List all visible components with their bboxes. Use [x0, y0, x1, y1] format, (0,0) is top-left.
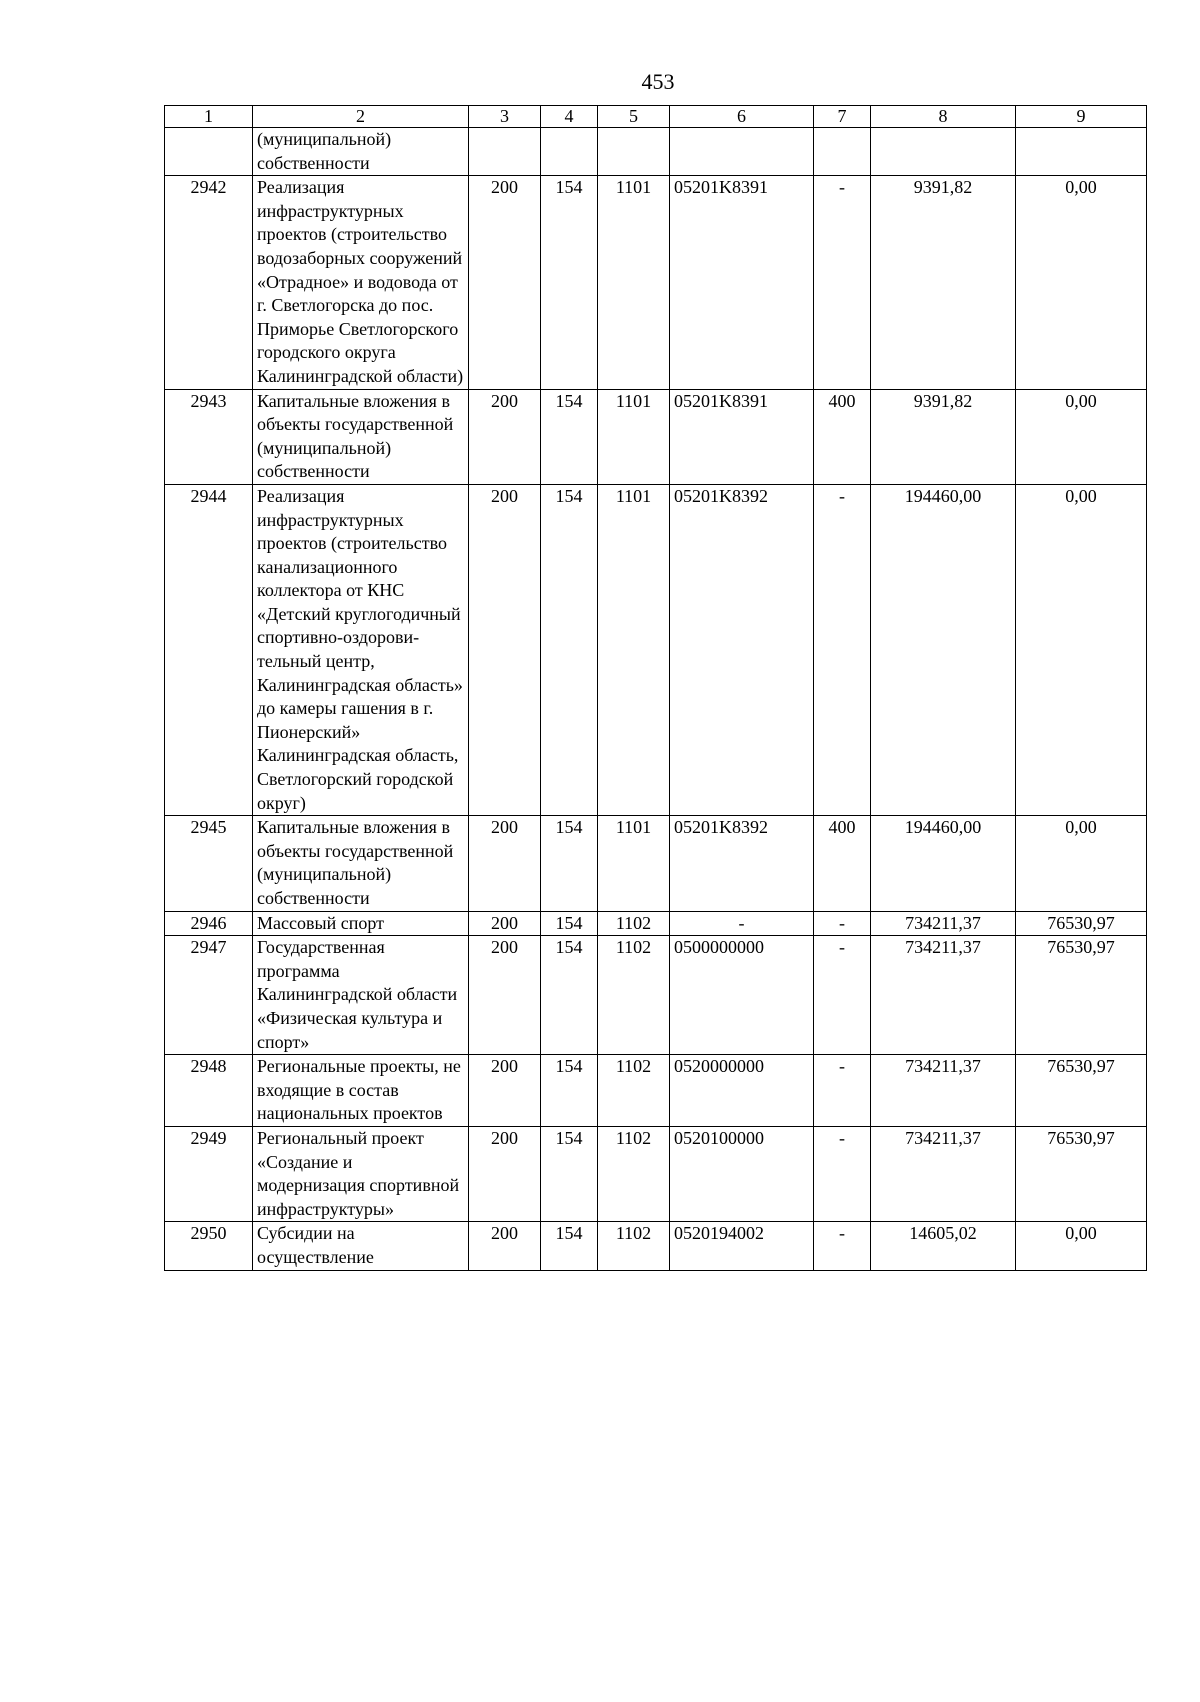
cell-col3: 200: [469, 484, 541, 815]
cell-col6: 0520194002: [670, 1222, 814, 1270]
cell-col5: 1101: [598, 484, 670, 815]
cell-col4: 154: [541, 816, 598, 911]
cell-col7: 400: [814, 389, 871, 484]
cell-col3: 200: [469, 816, 541, 911]
column-header: 5: [598, 106, 670, 128]
row-number: 2943: [165, 389, 253, 484]
cell-col3: 200: [469, 1055, 541, 1127]
cell-col6: 05201K8392: [670, 816, 814, 911]
cell-col9: 0,00: [1016, 176, 1147, 389]
column-header: 7: [814, 106, 871, 128]
cell-col8: 734211,37: [871, 911, 1016, 936]
row-name: Государственная программа Калининградской области «Физическая культура и спорт»: [253, 936, 469, 1055]
column-header: 6: [670, 106, 814, 128]
page-number: 453: [641, 69, 675, 94]
row-name: Региональные проекты, не входящие в состав национальных проектов: [253, 1055, 469, 1127]
row-name: Региональный проект «Создание и модернизация спортивной инфраструктуры»: [253, 1126, 469, 1221]
column-header: 8: [871, 106, 1016, 128]
cell-col9: 0,00: [1016, 484, 1147, 815]
cell-col9: 76530,97: [1016, 936, 1147, 1055]
row-number: 2950: [165, 1222, 253, 1270]
table-row: [165, 1055, 1147, 1127]
cell-col8: 734211,37: [871, 1055, 1016, 1127]
cell-col4: [541, 128, 598, 176]
row-number: [165, 128, 253, 176]
column-header: 2: [253, 106, 469, 128]
row-number: 2947: [165, 936, 253, 1055]
row-name: Капитальные вложения в объекты государственной (муниципальной) собственности: [253, 816, 469, 911]
column-number-header-row: [165, 106, 1147, 128]
cell-col8: 9391,82: [871, 176, 1016, 389]
cell-col5: 1102: [598, 1222, 670, 1270]
cell-col4: 154: [541, 1222, 598, 1270]
cell-col9: [1016, 128, 1147, 176]
cell-col5: 1102: [598, 1055, 670, 1127]
cell-col9: 76530,97: [1016, 1126, 1147, 1221]
budget-table: [164, 105, 1147, 1271]
row-name: Капитальные вложения в объекты государственной (муниципальной) собственности: [253, 389, 469, 484]
cell-col7: -: [814, 1126, 871, 1221]
row-number: 2948: [165, 1055, 253, 1127]
cell-col6: 0520000000: [670, 1055, 814, 1127]
cell-col8: 14605,02: [871, 1222, 1016, 1270]
cell-col8: 734211,37: [871, 936, 1016, 1055]
table-row: [165, 911, 1147, 936]
row-name: Реализация инфраструктурных проектов (строительство водозаборных сооружений «Отрадное» и водовода от г. Светлогорска до пос. Приморье Светлогорского городского округа Калининградской области): [253, 176, 469, 389]
cell-col8: [871, 128, 1016, 176]
cell-col5: 1101: [598, 176, 670, 389]
cell-col5: 1102: [598, 911, 670, 936]
table-row: [165, 128, 1147, 176]
cell-col3: 200: [469, 176, 541, 389]
cell-col3: 200: [469, 936, 541, 1055]
cell-col7: [814, 128, 871, 176]
cell-col3: [469, 128, 541, 176]
row-name: Массовый спорт: [253, 911, 469, 936]
cell-col3: 200: [469, 389, 541, 484]
row-number: 2946: [165, 911, 253, 936]
cell-col7: 400: [814, 816, 871, 911]
cell-col4: 154: [541, 389, 598, 484]
column-header: 3: [469, 106, 541, 128]
cell-col7: -: [814, 936, 871, 1055]
cell-col3: 200: [469, 911, 541, 936]
column-header: 4: [541, 106, 598, 128]
cell-col9: 0,00: [1016, 816, 1147, 911]
cell-col4: 154: [541, 911, 598, 936]
cell-col6: -: [670, 911, 814, 936]
cell-col7: -: [814, 1055, 871, 1127]
table-row: [165, 816, 1147, 911]
cell-col3: 200: [469, 1222, 541, 1270]
table-row: [165, 389, 1147, 484]
cell-col9: 0,00: [1016, 389, 1147, 484]
cell-col8: 9391,82: [871, 389, 1016, 484]
cell-col6: 05201K8391: [670, 389, 814, 484]
row-number: 2944: [165, 484, 253, 815]
cell-col5: [598, 128, 670, 176]
cell-col8: 734211,37: [871, 1126, 1016, 1221]
cell-col8: 194460,00: [871, 484, 1016, 815]
cell-col4: 154: [541, 1055, 598, 1127]
cell-col5: 1102: [598, 936, 670, 1055]
cell-col6: 05201K8392: [670, 484, 814, 815]
cell-col4: 154: [541, 936, 598, 1055]
cell-col7: -: [814, 1222, 871, 1270]
cell-col8: 194460,00: [871, 816, 1016, 911]
table-row: [165, 484, 1147, 815]
column-header: 9: [1016, 106, 1147, 128]
row-name: Реализация инфраструктурных проектов (строительство канализационного коллектора от КНС «Детский круглогодичный спортивно-оздорови-тельный центр, Калининградская область» до камеры гашения в г. Пионерский» Калининградская область, Светлогорский городской округ): [253, 484, 469, 815]
row-number: 2942: [165, 176, 253, 389]
cell-col6: [670, 128, 814, 176]
cell-col4: 154: [541, 484, 598, 815]
row-name: (муниципальной) собственности: [253, 128, 469, 176]
cell-col7: -: [814, 176, 871, 389]
cell-col5: 1101: [598, 389, 670, 484]
cell-col4: 154: [541, 1126, 598, 1221]
cell-col7: -: [814, 911, 871, 936]
cell-col4: 154: [541, 176, 598, 389]
row-number: 2945: [165, 816, 253, 911]
cell-col6: 05201K8391: [670, 176, 814, 389]
table-row: [165, 936, 1147, 1055]
cell-col6: 0500000000: [670, 936, 814, 1055]
cell-col5: 1101: [598, 816, 670, 911]
cell-col9: 76530,97: [1016, 1055, 1147, 1127]
cell-col9: 0,00: [1016, 1222, 1147, 1270]
cell-col7: -: [814, 484, 871, 815]
table-row: [165, 1222, 1147, 1270]
row-name: Субсидии на осуществление: [253, 1222, 469, 1270]
cell-col3: 200: [469, 1126, 541, 1221]
table-row: [165, 1126, 1147, 1221]
table-row: [165, 176, 1147, 389]
cell-col5: 1102: [598, 1126, 670, 1221]
column-header: 1: [165, 106, 253, 128]
cell-col6: 0520100000: [670, 1126, 814, 1221]
row-number: 2949: [165, 1126, 253, 1221]
cell-col9: 76530,97: [1016, 911, 1147, 936]
